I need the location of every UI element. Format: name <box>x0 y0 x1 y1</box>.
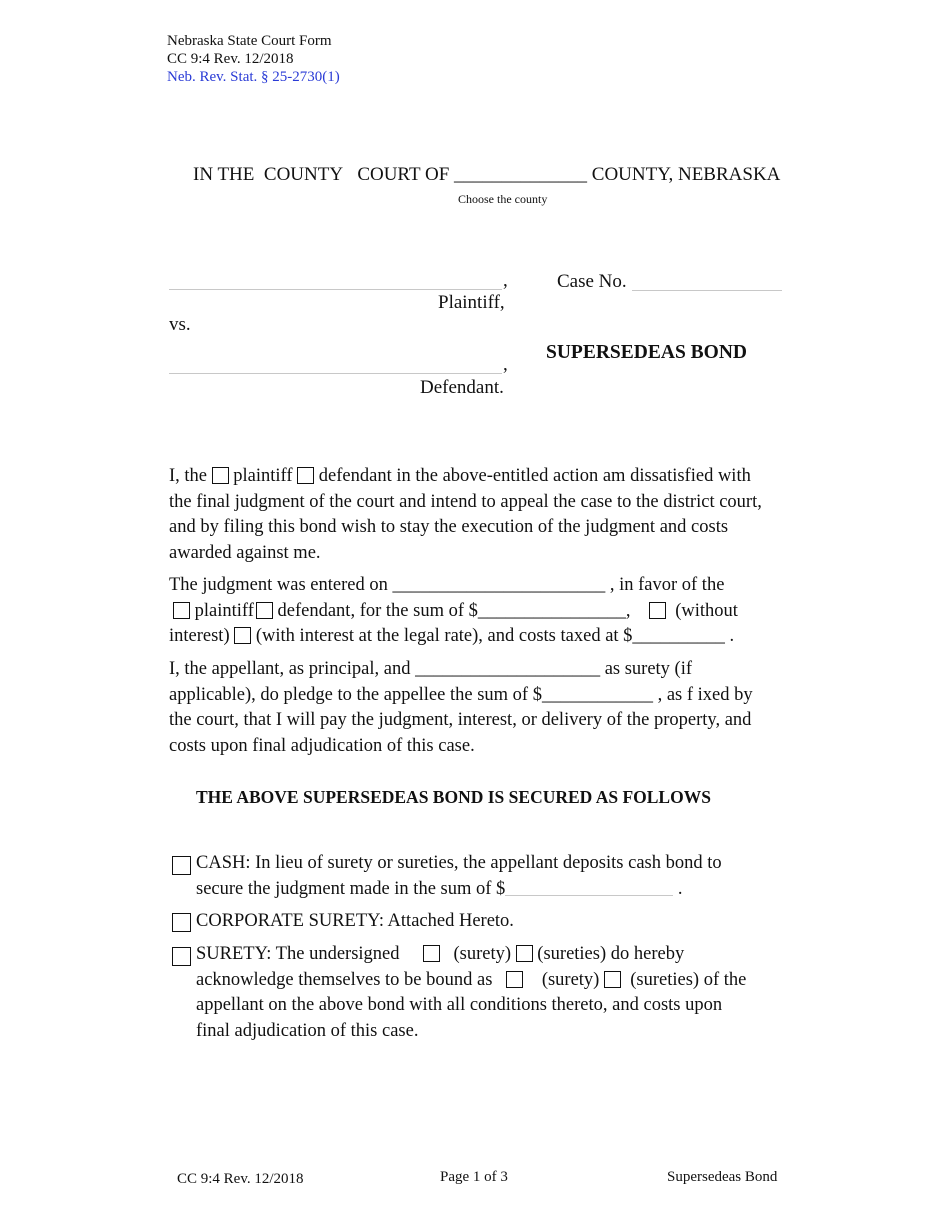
defendant-label: Defendant. <box>420 377 504 398</box>
header-form-revision: CC 9:4 Rev. 12/2018 <box>167 51 294 67</box>
p1-text-3: defendant in the above-entitled action am dissatisfied with <box>318 466 751 486</box>
judgment-statement <box>169 573 789 650</box>
plaintiff-comma: , <box>503 270 508 291</box>
p2-plaintiff-label: plaintiff <box>194 600 254 621</box>
corporate-surety-label: CORPORATE SURETY: Attached Hereto. <box>196 911 514 931</box>
surety-line-2c: (sureties) of the <box>630 969 747 990</box>
county-select[interactable]: ______________ <box>454 164 588 185</box>
defendant-comma: , <box>503 354 508 375</box>
court-type-select[interactable]: COUNTY <box>263 164 344 185</box>
undersigned-surety-checkbox[interactable] <box>423 945 440 962</box>
footer-page-number: Page 1 of 3 <box>440 1169 508 1185</box>
court-suffix: COUNTY, NEBRASKA <box>591 164 781 185</box>
footer-title: Supersedeas Bond <box>667 1169 778 1185</box>
plaintiff-name-field[interactable] <box>169 289 502 290</box>
p1-line-2: the final judgment of the court and intend to appeal the case to the district court, <box>169 491 762 512</box>
court-of-label: COURT OF <box>357 164 450 185</box>
cash-line-2: secure the judgment made in the sum of $ <box>196 878 506 899</box>
p1-line-4: awarded against me. <box>169 542 321 563</box>
court-prefix: IN THE <box>193 164 255 185</box>
with-interest-checkbox[interactable] <box>234 627 251 644</box>
appellant-defendant-checkbox[interactable] <box>297 467 314 484</box>
plaintiff-label: Plaintiff, <box>438 292 505 313</box>
bound-sureties-checkbox[interactable] <box>604 971 621 988</box>
footer-form-id: CC 9:4 Rev. 12/2018 <box>177 1171 304 1187</box>
bound-surety-checkbox[interactable] <box>506 971 523 988</box>
p1-line-3: and by filing this bond wish to stay the execution of the judgment and costs <box>169 517 729 537</box>
cash-checkbox[interactable] <box>172 856 191 875</box>
case-no-label: Case No. <box>557 271 627 292</box>
p1-text-2: plaintiff <box>233 466 293 486</box>
vs-label: vs. <box>169 314 191 335</box>
p3-line-1[interactable]: I, the appellant, as principal, and ____________________ as surety (if <box>169 659 693 679</box>
form-title: SUPERSEDEAS BOND <box>546 342 748 363</box>
surety-line-3: appellant on the above bond with all conditions thereto, and costs upon <box>196 995 723 1015</box>
p3-line-3: the court, that I will pay the judgment, interest, or delivery of the property, and <box>169 710 752 730</box>
cash-line-1: CASH: In lieu of surety or sureties, the appellant deposits cash bond to <box>196 853 722 873</box>
p2-without-label: (without <box>675 600 738 621</box>
favor-plaintiff-checkbox[interactable] <box>173 602 190 619</box>
appeal-statement <box>169 464 789 566</box>
cash-line-end: . <box>677 878 683 899</box>
favor-defendant-checkbox[interactable] <box>256 602 273 619</box>
p2-line-1[interactable]: The judgment was entered on _______________________ , in favor of the <box>169 575 725 595</box>
p3-line-4: costs upon final adjudication of this case. <box>169 735 475 756</box>
without-interest-checkbox[interactable] <box>649 602 666 619</box>
p3-line-2[interactable]: applicable), do pledge to the appellee the sum of $____________ , as f ixed by <box>169 684 753 705</box>
surety-option <box>196 942 796 1044</box>
appellant-plaintiff-checkbox[interactable] <box>212 467 229 484</box>
surety-line-2a: acknowledge themselves to be bound as <box>196 969 493 990</box>
p2-interest-label: interest) <box>169 626 230 646</box>
surety-line-1a: SURETY: The undersigned <box>196 944 400 964</box>
court-heading <box>193 164 780 186</box>
undersigned-sureties-checkbox[interactable] <box>516 945 533 962</box>
secured-heading: THE ABOVE SUPERSEDEAS BOND IS SECURED AS FOLLOWS <box>196 787 711 807</box>
header-form-name: Nebraska State Court Form <box>167 33 332 49</box>
surety-line-1c: (sureties) do hereby <box>537 944 685 964</box>
surety-line-1b: (surety) <box>453 944 512 964</box>
form-header <box>167 32 340 86</box>
surety-checkbox[interactable] <box>172 947 191 966</box>
defendant-name-field[interactable] <box>169 373 502 374</box>
pledge-statement <box>169 657 789 759</box>
corporate-surety-checkbox[interactable] <box>172 913 191 932</box>
case-no-field[interactable] <box>632 290 782 291</box>
surety-line-4: final adjudication of this case. <box>196 1020 419 1041</box>
statute-link[interactable]: Neb. Rev. Stat. § 25-2730(1) <box>167 69 340 85</box>
surety-line-2b: (surety) <box>541 969 600 990</box>
p1-text-1: I, the <box>169 466 208 486</box>
p2-costs-text[interactable]: (with interest at the legal rate), and costs taxed at $__________ . <box>255 626 735 646</box>
cash-option <box>196 851 796 902</box>
cash-amount-field[interactable] <box>505 879 673 896</box>
p2-sum-text[interactable]: defendant, for the sum of $________________, <box>277 600 631 621</box>
county-hint: Choose the county <box>458 192 548 206</box>
